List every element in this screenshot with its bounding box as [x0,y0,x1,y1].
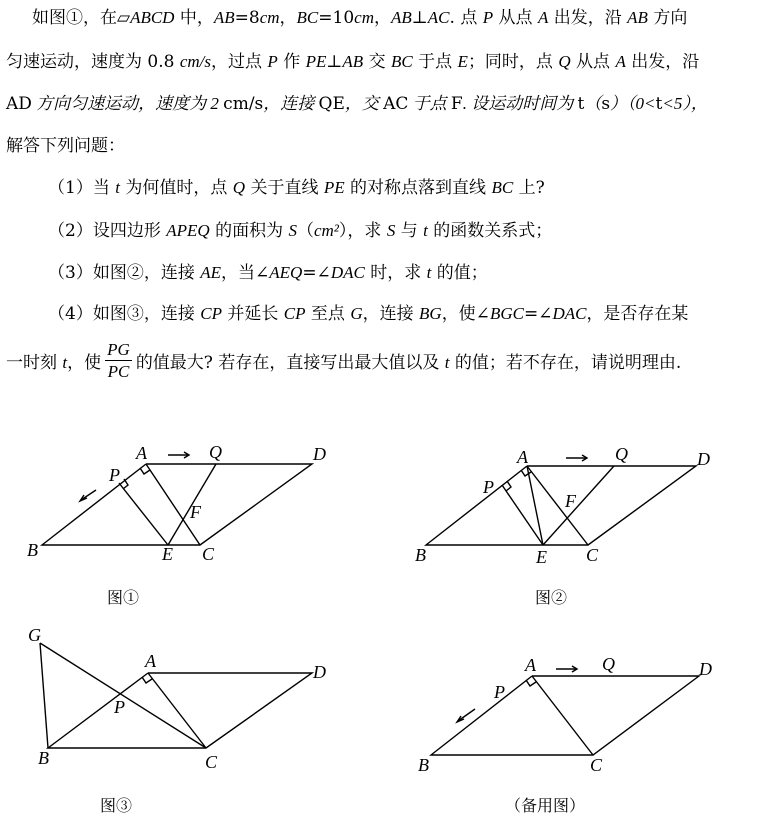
text-run: =8 [234,8,260,28]
label-f: F [565,491,576,511]
figure-1-caption: 图① [107,588,140,607]
math-symbol: cm² [313,221,339,240]
label-a: A [136,443,147,463]
text-run: 出发，沿 [548,8,628,28]
text-run: 的对称点落到直线 [344,178,492,198]
text-run: 并延长 [221,304,284,324]
text-run: ⊥ [326,52,343,72]
math-symbol: AB [213,8,235,27]
label-a: A [525,655,536,675]
label-p: P [109,465,120,485]
label-d: D [697,449,710,469]
text-run: =10 [318,8,355,28]
text-run: 如图①，在▱ [32,8,131,28]
math-symbol: BGC [489,304,524,323]
math-symbol: ABCD [130,8,175,27]
text-run: ， [279,8,297,28]
math-symbol: AB [391,8,412,27]
text-run: （3）如图②，连接 [48,263,201,283]
arrow-p-shaft [458,709,475,721]
math-symbol: ，连接 [263,94,319,113]
math-symbol: cm [354,8,374,27]
fraction-denominator: PC [107,362,130,381]
label-f: F [190,502,201,522]
text-run: AC [383,94,409,114]
text-run: （1）当 [48,178,116,198]
math-symbol: Q [558,52,571,71]
text-run: ⊥ [411,8,428,28]
text-run: （2）设四边形 [48,221,167,241]
math-symbol: 方向匀速运动，速度为 2 [31,94,224,113]
label-g: G [28,625,41,645]
text-run: 于点 [412,52,458,72]
math-symbol: 于点 [408,94,451,113]
text-run: 的面积为 [209,221,289,241]
text-run: t [577,94,585,114]
label-d: D [313,444,326,464]
q4-var-t: t [62,353,68,372]
q4-text-d: 的值；若不存在，请说明理由. [449,353,682,373]
math-symbol: AE [200,263,222,282]
math-symbol: BG [419,304,442,323]
math-symbol: P [267,52,278,71]
math-symbol: A [615,52,626,71]
label-p: P [483,477,494,497]
segment-ac [532,676,593,755]
math-symbol: AC [427,8,450,27]
math-symbol: S [288,221,297,240]
math-symbol: <5）， [662,94,708,113]
text-run: ， [374,8,391,28]
math-symbol: APEQ [166,221,210,240]
q4-var-t2: t [444,353,450,372]
text-run: 上? [513,178,545,198]
math-symbol: CP [283,304,306,323]
q4-text-a: 一时刻 [6,353,63,373]
label-b: B [418,755,429,775]
label-q: Q [602,654,615,674]
q4-text-c: 的值最大? 若存在，直接写出最大值以及 [135,353,445,373]
right-angle-mark-a [526,680,536,686]
text-run: 的值； [431,263,488,283]
label-p: P [114,697,125,717]
text-run: ，使∠ [441,304,490,324]
text-run: ，连接 [362,304,420,324]
label-c: C [202,544,215,564]
text-run: 从点 [570,52,616,72]
math-symbol: cm/s [179,52,212,71]
text-run: 交 [363,52,391,72]
text-run: . 点 [449,8,483,28]
text-run: 作 [277,52,306,72]
math-symbol: AB [342,52,364,71]
math-symbol: . 设运动时间为 [462,94,578,113]
text-run: t [655,94,663,114]
label-b: B [38,748,49,768]
text-run: 出发，沿 [625,52,700,72]
fraction-numerator: PG [107,340,130,359]
math-symbol: t [115,178,120,197]
text-run: 的函数关系式； [427,221,553,241]
label-e: E [162,544,173,564]
text-run: =∠ [302,263,331,283]
text-run: （ [296,221,314,241]
text-run: 匀速运动，速度为 0.8 [6,52,180,72]
label-d: D [699,659,712,679]
text-run: =∠ [523,304,553,324]
text-run: ；同时，点 [467,52,559,72]
parallelogram-abcd [431,676,699,755]
text-run: QE [318,94,345,114]
math-symbol: PE [305,52,327,71]
label-d: D [313,662,326,682]
text-run: cm/s [223,94,264,114]
label-a: A [517,447,528,467]
label-b: B [415,545,426,565]
label-q: Q [615,444,628,464]
math-symbol: AEQ [269,263,303,282]
text-run: 与 [395,221,424,241]
math-symbol: （ [584,94,602,113]
math-symbol: CP [200,304,222,323]
text-run: 时，求 [364,263,427,283]
math-symbol: DAC [552,304,587,323]
label-c: C [205,752,218,772]
math-symbol: AB [627,8,648,27]
text-run: 从点 [493,8,538,28]
math-symbol: DAC [330,263,365,282]
text-run: 为何值时，点 [119,178,233,198]
math-symbol: BC [296,8,319,27]
text-run: F [450,94,463,114]
figure-2-caption: 图② [535,588,568,607]
text-run: 关于直线 [245,178,324,198]
figure-4-caption: （备用图） [505,796,586,815]
label-q: Q [209,442,222,462]
math-symbol: cm [259,8,280,27]
text-run: ，是否存在某 [586,304,689,324]
label-b: B [27,540,38,560]
math-symbol: PE [323,178,345,197]
text-run: 至点 [305,304,351,324]
label-e: E [536,547,547,567]
math-symbol: ）（0< [610,94,656,113]
math-symbol: BC [391,52,413,71]
math-symbol: E [457,52,468,71]
math-symbol: P [482,8,494,27]
label-a: A [145,651,156,671]
text-run: （4）如图③，连接 [48,304,201,324]
text-run: ），求 [338,221,387,241]
math-symbol: t [426,263,432,282]
math-symbol: BC [491,178,514,197]
text-run: 解答下列问题： [6,136,125,156]
math-symbol: t [423,221,428,240]
math-symbol: G [350,304,363,323]
label-c: C [590,755,603,775]
math-symbol: S [386,221,396,240]
math-symbol: ，交 [344,94,384,113]
q4-text-b: ，使 [67,353,102,373]
text-run: AD [6,94,32,114]
math-symbol: Q [232,178,246,197]
figure-3-caption: 图③ [100,796,133,815]
label-p: P [494,682,505,702]
math-symbol: A [537,8,549,27]
text-run: ，过点 [211,52,268,72]
label-c: C [586,545,599,565]
text-run: 方向 [647,8,688,28]
text-run: ，当∠ [221,263,270,283]
text-run: 中， [174,8,214,28]
text-run: s [601,94,611,114]
